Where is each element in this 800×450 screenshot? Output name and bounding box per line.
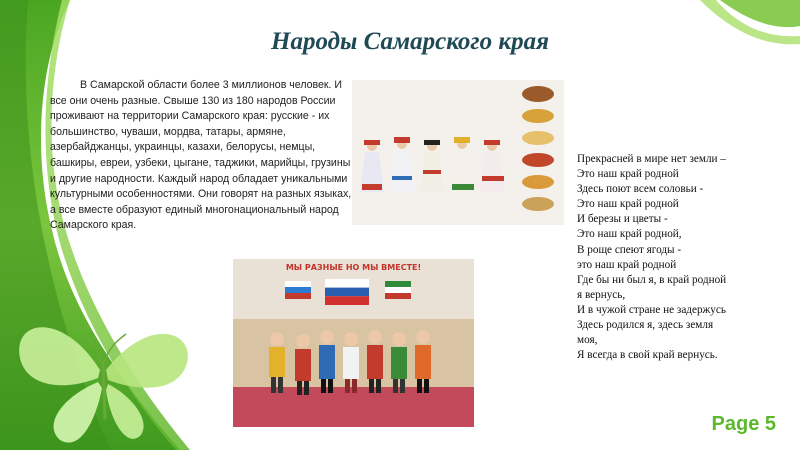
folk-costumes-image: [352, 80, 564, 225]
poem-line: Прекрасней в мире нет земли –: [577, 153, 726, 165]
intro-paragraph: В Самарской области более 3 миллионов человек. И все они очень разные. Свыше 130 из 180 народов России проживают на территории Самарского края: русские - их большинство, чуваши, мордва, татары, армяне, азербайджанцы, украинцы, казахи, белорусы, немцы, башкиры, евреи, узбеки, цыгане, таджики, марийцы, грузины и другие народности. Каждый народ обладает уникальными культурными особенностями. Они говорят на разных языках, а все вместе образуют единый многонациональный народ Самарского края.: [50, 79, 352, 232]
poem-line: Это наш край родной,: [577, 228, 682, 241]
poem-line: Это наш край родной: [577, 168, 679, 181]
page-number-label: Page 5: [711, 413, 776, 435]
poem-line: Где бы ни был я, в край родной: [577, 273, 727, 286]
poem-line: Я всегда в свой край вернусь.: [577, 349, 718, 362]
poem-line: И в чужой стране не задержусь: [577, 303, 726, 316]
poem-line: Здесь поют всем соловьи -: [577, 183, 704, 196]
poem-line: я вернусь,: [577, 288, 626, 301]
poem-line: это наш край родной: [577, 258, 677, 271]
poem-line: Здесь родился я, здесь земля: [577, 319, 714, 332]
children-photo: [233, 259, 474, 427]
poem-line: Это наш край родной: [577, 198, 679, 211]
slide-title: Народы Самарского края: [271, 28, 549, 55]
photo-banner-text: МЫ РАЗНЫЕ НО МЫ ВМЕСТЕ!: [285, 263, 422, 272]
poem-line: В роще спеют ягоды -: [577, 243, 682, 256]
poem-line: моя,: [577, 334, 598, 347]
poem-line: И березы и цветы -: [577, 213, 668, 226]
poem: [577, 152, 777, 363]
butterfly-icon: [2, 300, 202, 450]
